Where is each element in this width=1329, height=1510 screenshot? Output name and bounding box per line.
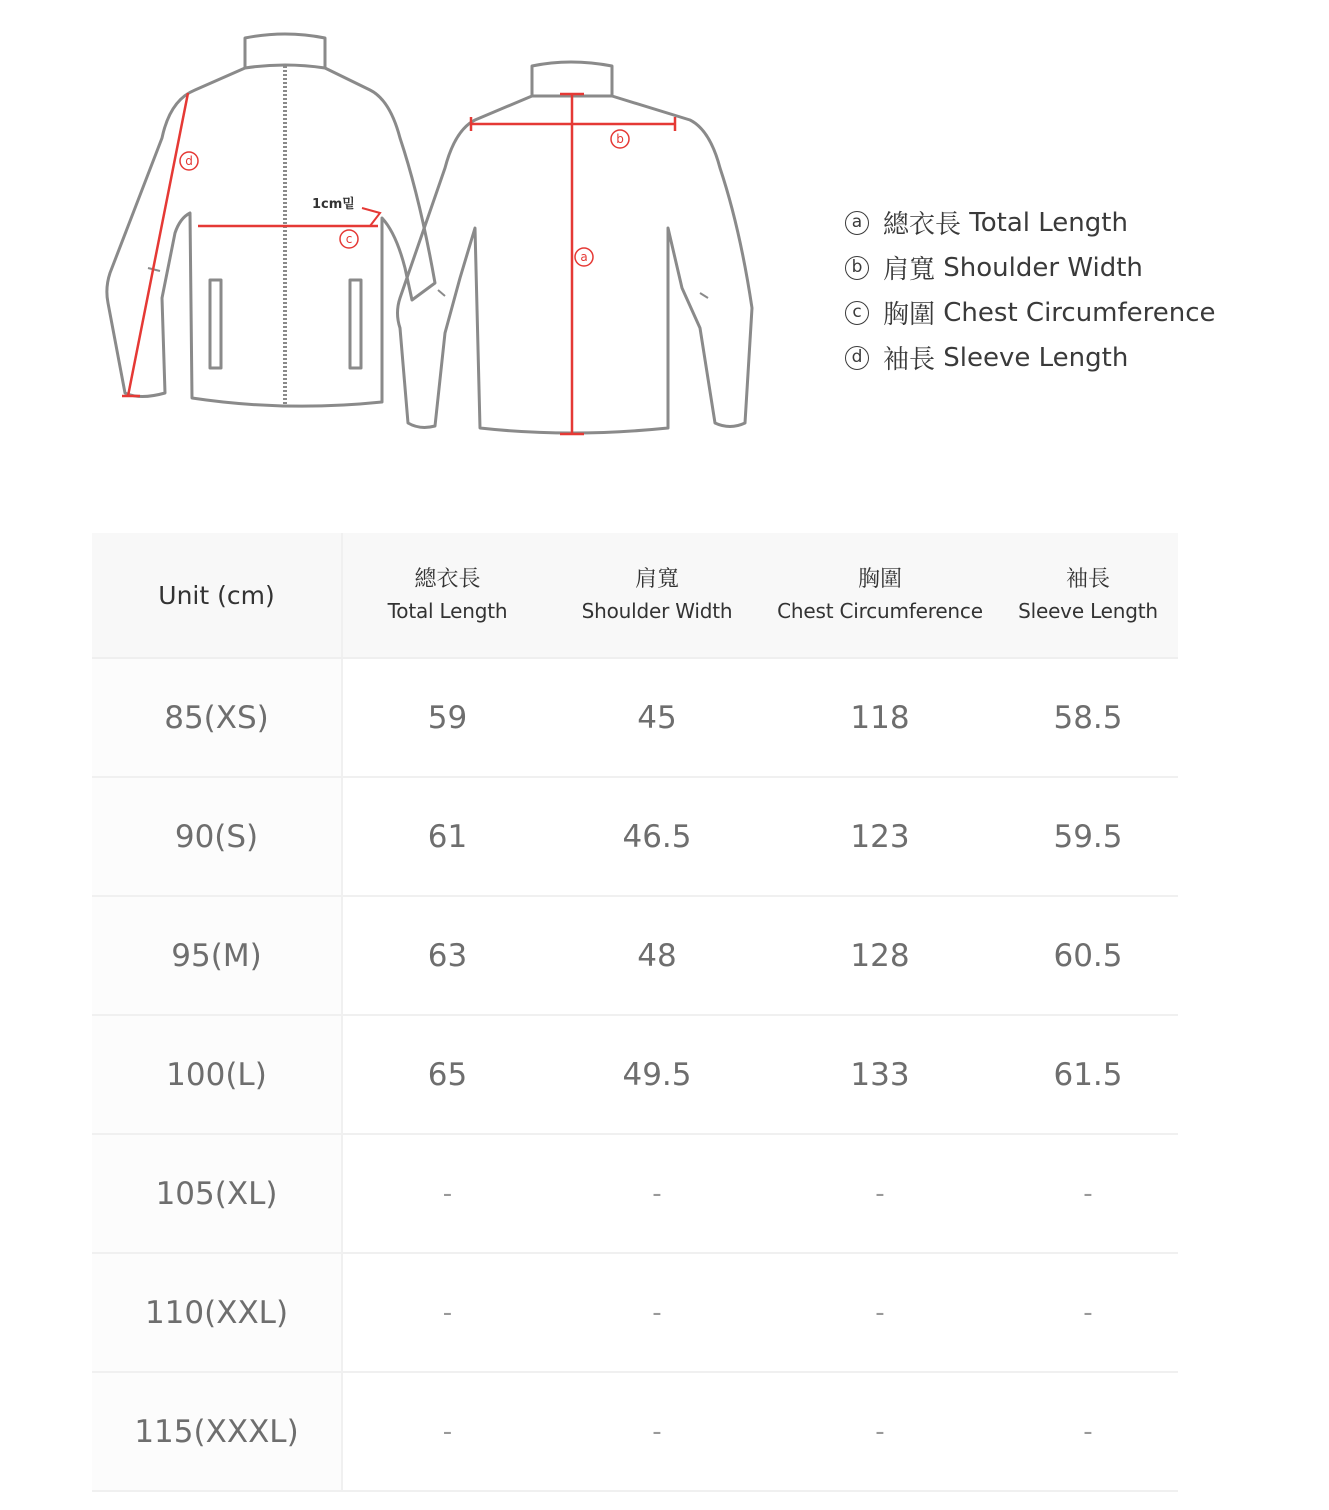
legend-label-en: Shoulder Width — [943, 252, 1143, 283]
sleeve-length-cell: - — [998, 1134, 1178, 1253]
shoulder-width-cell: - — [552, 1372, 762, 1491]
legend-label-zh: 總衣長 — [883, 210, 962, 240]
size-cell: 115(XXXL) — [92, 1372, 342, 1491]
sleeve-length-cell: 61.5 — [998, 1015, 1178, 1134]
chest-circumference-cell: 118 — [762, 658, 998, 777]
legend-marker-a: a — [845, 211, 869, 235]
legend-marker-d: d — [845, 346, 869, 370]
total-length-cell: - — [342, 1253, 552, 1372]
legend-label-en: Chest Circumference — [943, 297, 1216, 328]
total-length-cell: 63 — [342, 896, 552, 1015]
jacket-measurement-diagram — [100, 28, 760, 448]
column-header-chest-circumference — [762, 533, 998, 658]
sleeve-length-cell: 58.5 — [998, 658, 1178, 777]
column-header-en: Total Length — [387, 599, 508, 623]
size-cell: 105(XL) — [92, 1134, 342, 1253]
total-length-cell: - — [342, 1134, 552, 1253]
chest-circumference-cell: 128 — [762, 896, 998, 1015]
legend-label-zh: 袖長 — [883, 345, 936, 375]
table-row — [92, 1372, 1178, 1491]
table-row — [92, 777, 1178, 896]
column-header-zh: 袖長 — [1065, 567, 1110, 592]
chest-circumference-cell: - — [762, 1134, 998, 1253]
back-measurement-lines — [471, 94, 675, 434]
legend-item-total-length — [845, 200, 1285, 245]
column-header-sleeve-length — [998, 533, 1178, 658]
table-row — [92, 1015, 1178, 1134]
size-cell: 100(L) — [92, 1015, 342, 1134]
size-cell: 85(XS) — [92, 658, 342, 777]
shoulder-width-cell: - — [552, 1134, 762, 1253]
column-header-zh: 總衣長 — [414, 567, 481, 592]
jacket-back-illustration — [398, 62, 753, 433]
marker-a-text: a — [580, 250, 588, 264]
column-header-shoulder-width — [552, 533, 762, 658]
size-cell: 90(S) — [92, 777, 342, 896]
jacket-front-illustration — [107, 34, 435, 406]
marker-c-text: c — [345, 232, 353, 246]
sleeve-length-cell: - — [998, 1372, 1178, 1491]
shoulder-width-cell: 49.5 — [552, 1015, 762, 1134]
chest-circumference-cell: - — [762, 1253, 998, 1372]
chest-circumference-cell: - — [762, 1372, 998, 1491]
chest-circumference-cell: 133 — [762, 1015, 998, 1134]
column-header-zh: 肩寬 — [634, 567, 679, 592]
total-length-cell: 65 — [342, 1015, 552, 1134]
table-row — [92, 1253, 1178, 1372]
shoulder-width-cell: - — [552, 1253, 762, 1372]
size-cell: 95(M) — [92, 896, 342, 1015]
table-row — [92, 1134, 1178, 1253]
column-header-en: Sleeve Length — [1018, 599, 1158, 623]
marker-d-text: d — [185, 154, 193, 168]
marker-b-text: b — [616, 132, 624, 146]
table-row — [92, 896, 1178, 1015]
sleeve-length-cell: 60.5 — [998, 896, 1178, 1015]
table-row — [92, 658, 1178, 777]
size-cell: 110(XXL) — [92, 1253, 342, 1372]
column-header-en: Chest Circumference — [777, 599, 983, 623]
chest-circumference-cell: 123 — [762, 777, 998, 896]
total-length-cell: 59 — [342, 658, 552, 777]
total-length-cell: 61 — [342, 777, 552, 896]
shoulder-width-cell: 45 — [552, 658, 762, 777]
column-header-total-length — [342, 533, 552, 658]
measurement-legend — [845, 200, 1285, 380]
legend-item-shoulder-width — [845, 245, 1285, 290]
unit-header: Unit (cm) — [92, 533, 342, 658]
back-markers — [575, 130, 629, 266]
legend-item-chest-circumference — [845, 290, 1285, 335]
column-header-en: Shoulder Width — [581, 599, 733, 623]
legend-label-en: Sleeve Length — [943, 342, 1129, 373]
legend-label-zh: 肩寬 — [883, 255, 936, 285]
shoulder-width-cell: 46.5 — [552, 777, 762, 896]
total-length-cell: - — [342, 1372, 552, 1491]
sleeve-length-cell: - — [998, 1253, 1178, 1372]
front-note-label: 1cm밑 — [312, 197, 355, 212]
sleeve-length-cell: 59.5 — [998, 777, 1178, 896]
legend-label-en: Total Length — [969, 207, 1128, 238]
legend-marker-c: c — [845, 301, 869, 325]
size-chart-table — [92, 533, 1178, 1492]
legend-marker-b: b — [845, 256, 869, 280]
table-header-row — [92, 533, 1178, 658]
shoulder-width-cell: 48 — [552, 896, 762, 1015]
legend-item-sleeve-length — [845, 335, 1285, 380]
legend-label-zh: 胸圍 — [883, 300, 936, 330]
column-header-zh: 胸圍 — [857, 567, 902, 592]
